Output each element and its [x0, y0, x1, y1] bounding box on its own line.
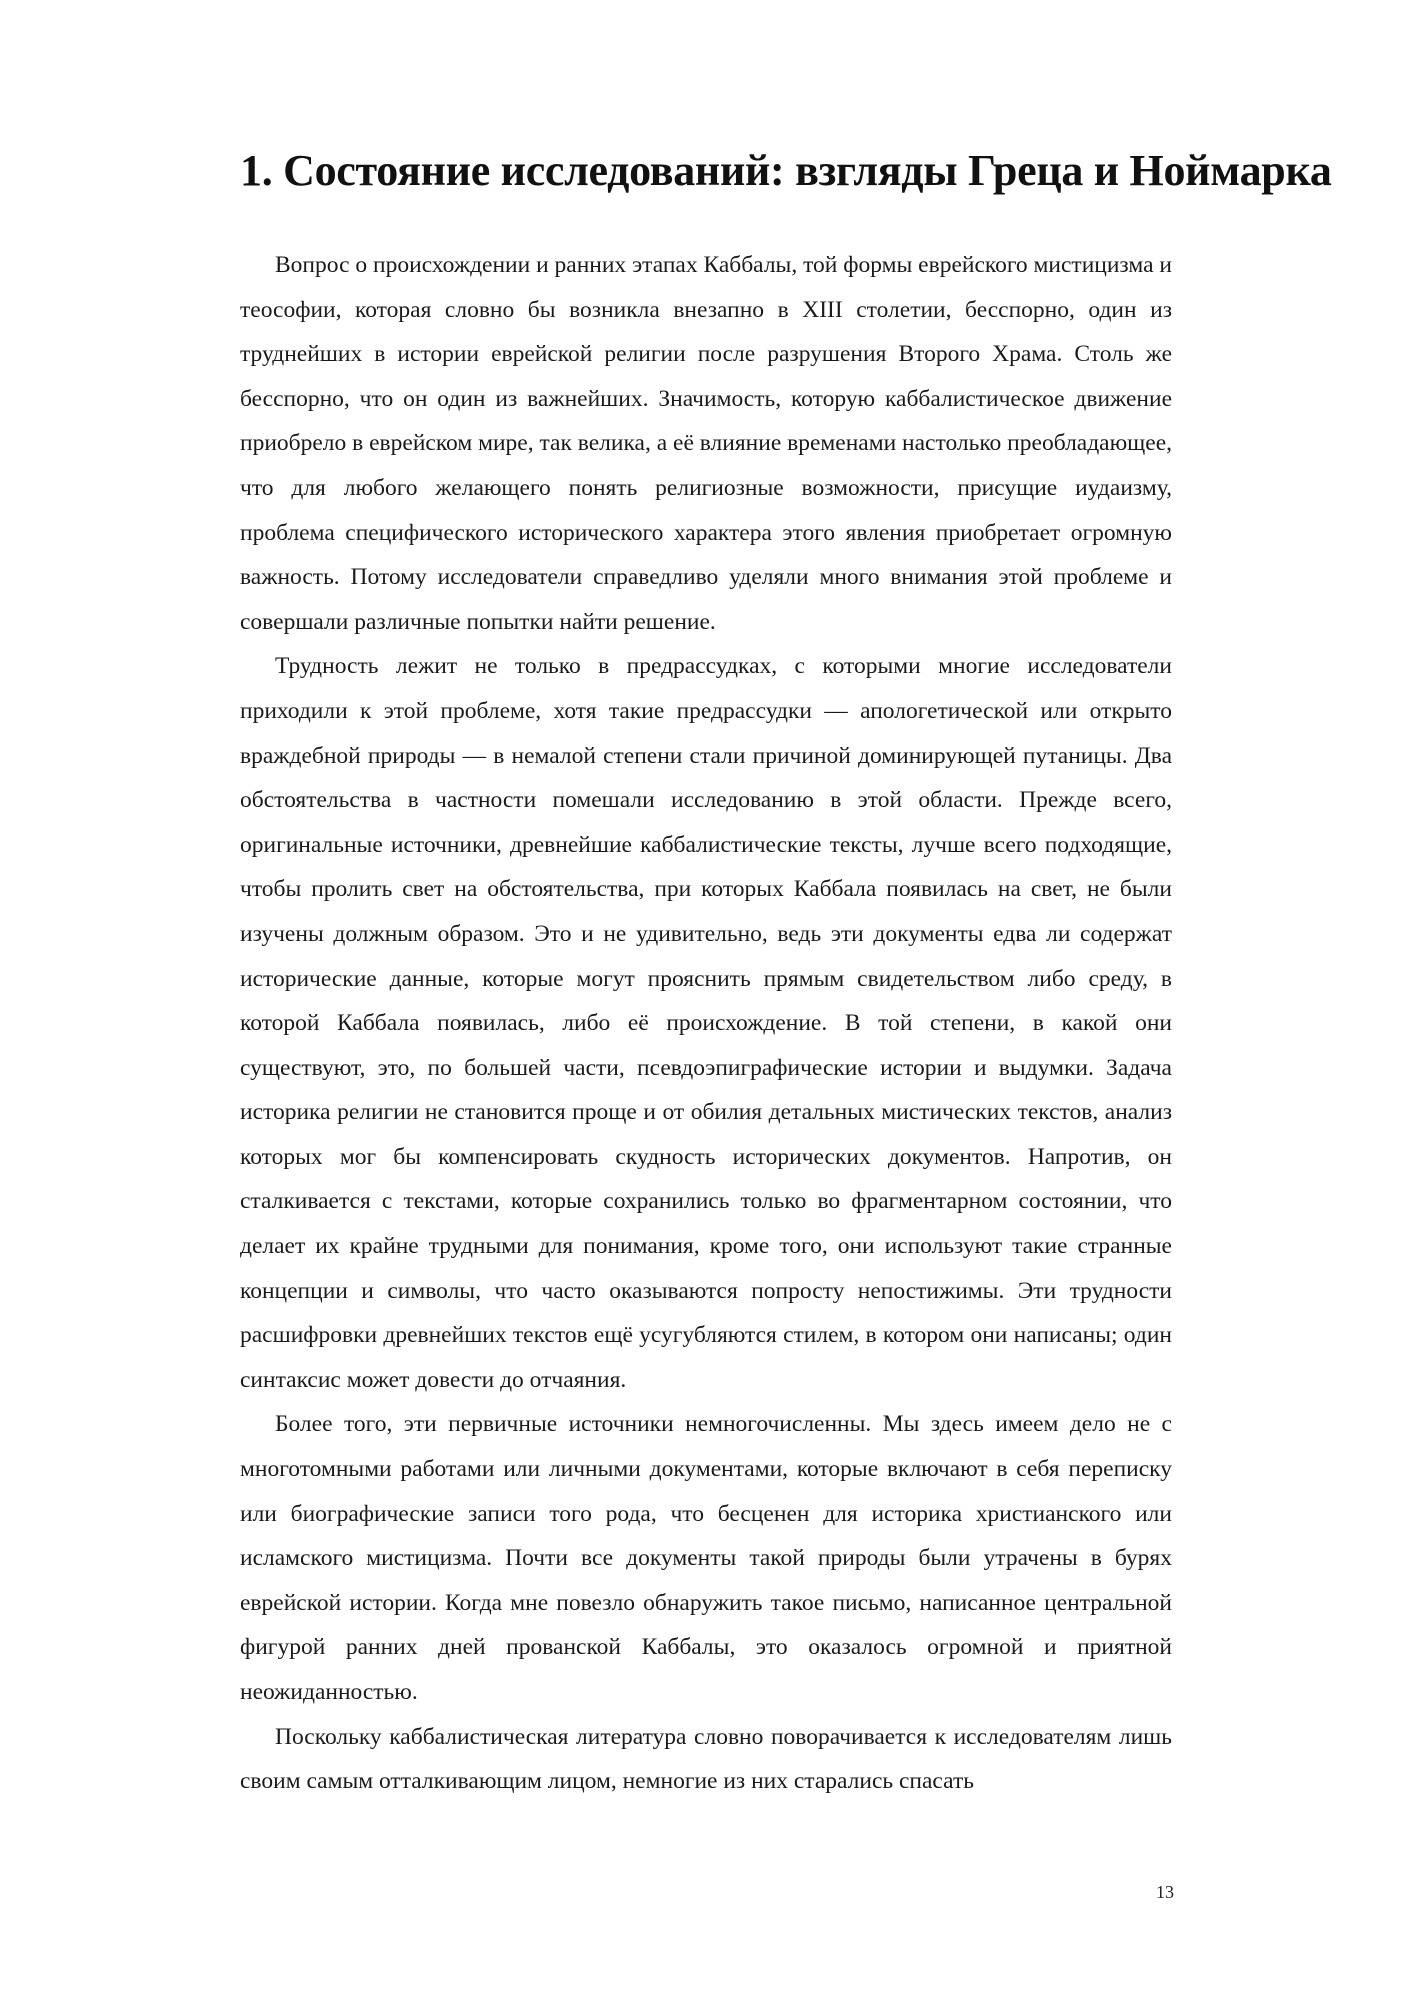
- body-text: [240, 243, 1172, 1804]
- paragraph-2: Трудность лежит не только в предрассудках, с которыми многие исследователи приходили к этой проблеме, хотя такие предрассудки — апологетической или открыто враждебной природы — в немалой степени стали причиной доминирующей путаницы. Два обстоятельства в частности помешали исследованию в этой области. Прежде всего, оригинальные источники, древнейшие каббалистические тексты, лучше всего подходящие, чтобы пролить свет на обстоятельства, при которых Каббала появилась на свет, не были изучены должным образом. Это и не удивительно, ведь эти документы едва ли содержат исторические данные, которые могут прояснить прямым свидетельством либо среду, в которой Каббала появилась, либо её происхождение. В той степени, в какой они существуют, это, по большей части, псевдоэпиграфические истории и выдумки. Задача историка религии не становится проще и от обилия детальных мистических текстов, анализ которых мог бы компенсировать скудность исторических документов. Напротив, он сталкивается с текстами, которые сохранились только во фрагментарном состоянии, что делает их крайне трудными для понимания, кроме того, они используют такие странные концепции и символы, что часто оказываются попросту непостижимы. Эти трудности расшифровки древнейших текстов ещё усугубляются стилем, в котором они написаны; один синтаксис может довести до отчаяния.: [240, 653, 1172, 1393]
- page-number: 13: [1156, 1882, 1174, 1902]
- paragraph-3: Более того, эти первичные источники немногочисленны. Мы здесь имеем дело не с многотомными работами или личными документами, которые включают в себя переписку или биографические записи того рода, что бесценен для историка христианского или исламского мистицизма. Почти все документы такой природы были утрачены в бурях еврейской истории. Когда мне повезло обнаружить такое письмо, написанное центральной фигурой ранних дней прованской Каббалы, это оказалось огромной и приятной неожиданностью.: [240, 1411, 1172, 1705]
- paragraph-4: Поскольку каббалистическая литература словно поворачивается к исследователям лишь своим самым отталкивающим лицом, немногие из них старались спасать: [240, 1723, 1172, 1795]
- chapter-title: 1. Состояние исследований: взгляды Греца и Ноймарка: [240, 146, 1332, 195]
- paragraph-1: Вопрос о происхождении и ранних этапах Каббалы, той формы еврейского мистицизма и теософии, которая словно бы возникла внезапно в XIII столетии, бесспорно, один из труднейших в истории еврейской религии после разрушения Второго Храма. Столь же бесспорно, что он один из важнейших. Значимость, которую каббалистическое движение приобрело в еврейском мире, так велика, а её влияние временами настолько преобладающее, что для любого желающего понять религиозные возможности, присущие иудаизму, проблема специфического исторического характера этого явления приобретает огромную важность. Потому исследователи справедливо уделяли много внимания этой проблеме и совершали различные попытки найти решение.: [240, 252, 1172, 635]
